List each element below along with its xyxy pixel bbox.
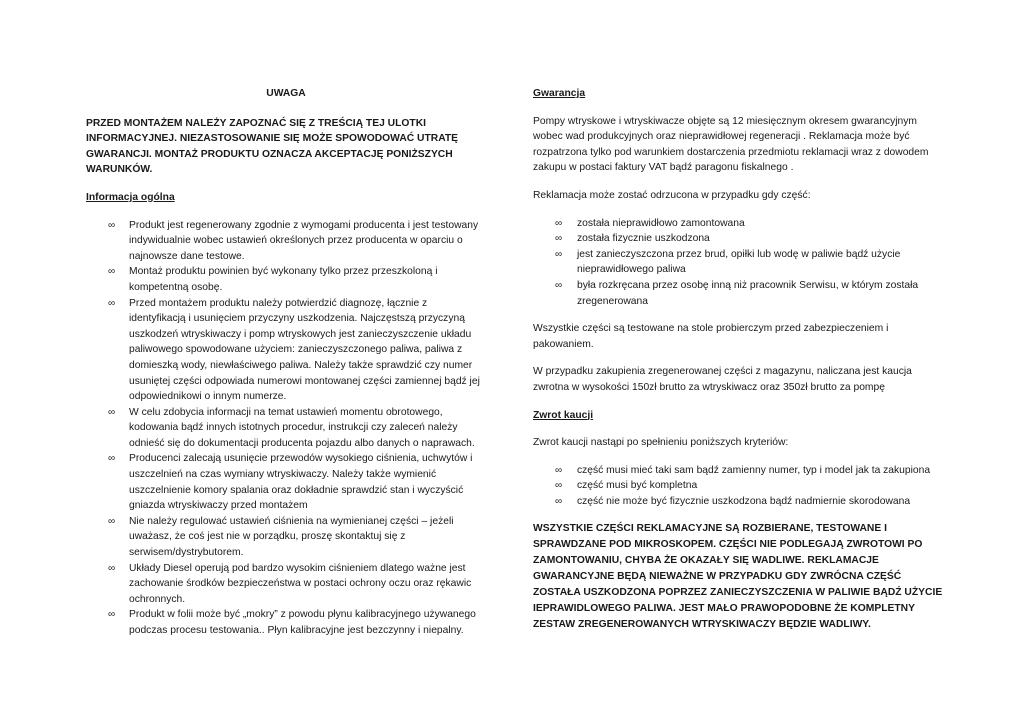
list-item: ∞ Produkt jest regenerowany zgodnie z wymogami producenta i jest testowany indywidualnie wobec ustawień określonych przez producenta w oparciu o najnowsze dane testowe. (108, 219, 479, 262)
bullet-icon: ∞ (108, 515, 116, 527)
list-item: ∞ W celu zdobycia informacji na temat ustawień momentu obrotowego, kodowania bądź innych istotnych procedur, instrukcji czy zaleceń należy odnieść się do dokumentacji producenta pojazdu albo danych o naprawach. (108, 406, 475, 449)
general-info-list (86, 218, 486, 639)
deposit-intro: Zwrot kaucji nastąpi po spełnieniu poniższych kryteriów: (533, 437, 789, 449)
warning-notice: PRZED MONTAŻEM NALEŻY ZAPOZNAĆ SIĘ Z TREŚCIĄ TEJ ULOTKI INFORMACYJNEJ. NIEZASTOSOWANIE SIĘ MOŻE SPOWODOWAĆ UTRATĘ GWARANCJI. MONTAŻ PRODUKTU OZNACZA AKCEPTACJĘ PONIŻSZYCH WARUNKÓW. (86, 117, 459, 176)
rejection-list (533, 216, 943, 310)
deposit-return-heading: Zwrot kaucji (533, 409, 594, 421)
right-column (533, 82, 943, 633)
final-notice: WSZYSTKIE CZĘŚCI REKLAMACYJNE SĄ ROZBIERANE, TESTOWANE I SPRAWDZANE POD MIKROSKOPEM. CZĘŚCI NIE PODLEGAJĄ ZWROTOWI PO ZAMONTOWANIU, CHYBA ŻE OKAZAŁY SIĘ WADLIWE. REKLAMACJE GWARANCYJNE BĘDĄ NIEWAŻNE W PRZYPADKU GDY ZWRÓCNA CZĘŚĆ ZOSTAŁA USZKODZONA POPRZEZ ZANIECZYSZCZENIA W PALIWIE BĄDŹ UŻYCIE IEPRAWIDLOWEGO PALIWA. JEST MAŁO PRAWOPODOBNE ŻE KOMPLETNY ZESTAW ZREGENEROWANYCH WTRYSKIWACZY BĘDZIE WADLIWY. (533, 523, 943, 631)
list-item: ∞ część musi być kompletna (533, 478, 943, 494)
page-title: UWAGA (266, 88, 306, 99)
bullet-icon: ∞ (555, 233, 563, 245)
list-item: ∞ została fizycznie uszkodzona (533, 231, 943, 247)
warranty-terms: Pompy wtryskowe i wtryskiwacze objęte są 12 miesięcznym okresem gwarancyjnym wobec wad produkcyjnych oraz nieprawidłowej regeneracji . Reklamacja może być rozpatrzona tylko pod warunkiem dostarczenia przedmiotu reklamacji wraz z dowodem zakupu w postaci faktury VAT bądź paragonu fiskalnego . (533, 115, 929, 174)
deposit-criteria-list (533, 463, 943, 510)
bullet-icon: ∞ (108, 453, 116, 465)
bullet-icon: ∞ (555, 464, 563, 476)
bullet-icon: ∞ (108, 219, 116, 231)
bullet-icon: ∞ (555, 217, 563, 229)
list-item: ∞ Produkt w folii może być „mokry” z powodu płynu kalibracyjnego używanego podczas procesu testowania.. Płyn kalibracyjne jest bezczynny i niepalny. (108, 609, 476, 636)
bullet-icon: ∞ (108, 266, 116, 278)
list-item: ∞ Przed montażem produktu należy potwierdzić diagnozę, łącznie z identyfikacją i usunięciem przyczyny uszkodzenia. Najczęstszą przyczyną uszkodzeń wtryskiwaczy i pomp wtryskowych jest zanieczyszczenie układu paliwowego spowodowane użyciem: zanieczyszczonego paliwa, paliwa z domieszką wody, niewłaściwego paliwa. Należy także sprawdzić czy numer usuniętej części odpowiada numerowi montowanej części zamiennej bądź jej odpowiednikowi o innym numerze. (108, 297, 480, 403)
list-item: ∞ Nie należy regulować ustawień ciśnienia na wymienianej części – jeżeli uważasz, że coś jest nie w porządku, proszę skontaktuj się z serwisem/dystrybutorem. (108, 515, 454, 559)
list-item: ∞ Układy Diesel operują pod bardzo wysokim ciśnieniem dlatego ważne jest zachowanie środków bezpieczeństwa w postaci ochrony oczu oraz rękawic ochronnych. (108, 562, 472, 605)
bullet-icon: ∞ (108, 297, 116, 309)
bullet-icon: ∞ (555, 279, 563, 291)
warranty-heading: Gwarancja (533, 88, 586, 99)
list-item: ∞ Producenci zalecają usunięcie przewodów wysokiego ciśnienia, uchwytów i uszczelnień na czas wymiany wtryskiwaczy. Należy także wymienić uszczelnienie komory spalania oraz dokładnie sprawdzić stan i wyczyścić gniazda wtryskiwaczy przed montażem (108, 453, 473, 512)
list-item: ∞ jest zanieczyszczona przez brud, opiłki lub wodę w paliwie bądź użycie nieprawidłowego paliwa (555, 248, 901, 276)
general-info-heading: Informacja ogólna (86, 191, 175, 203)
list-item: ∞ część nie może być fizycznie uszkodzona bądź nadmiernie skorodowana (533, 494, 943, 510)
bullet-icon: ∞ (555, 480, 563, 492)
list-item: ∞ część musi mieć taki sam bądź zamienny numer, typ i model jak ta zakupiona (533, 463, 943, 479)
left-column (86, 82, 486, 651)
list-item: ∞ Montaż produktu powinien być wykonany tylko przez przeszkoloną i kompetentną osobę. (108, 266, 438, 293)
list-item: ∞ była rozkręcana przez osobę inną niż pracownik Serwisu, w którym została zregenerowana (555, 279, 919, 307)
bullet-icon: ∞ (555, 495, 563, 507)
tested-note: Wszystkie części są testowane na stole probierczym przed zabezpieczeniem i pakowaniem. (533, 323, 889, 350)
deposit-note: W przypadku zakupienia zregenerowanej części z magazynu, naliczana jest kaucja zwrotna w wysokości 150zł brutto za wtryskiwacz oraz 350zł brutto za pompę (533, 366, 912, 393)
list-item: ∞ została nieprawidłowo zamontowana (533, 216, 943, 232)
bullet-icon: ∞ (555, 248, 563, 260)
bullet-icon: ∞ (108, 406, 116, 418)
bullet-icon: ∞ (108, 562, 116, 574)
rejection-intro: Reklamacja może zostać odrzucona w przypadku gdy część: (533, 189, 811, 201)
bullet-icon: ∞ (108, 609, 116, 621)
